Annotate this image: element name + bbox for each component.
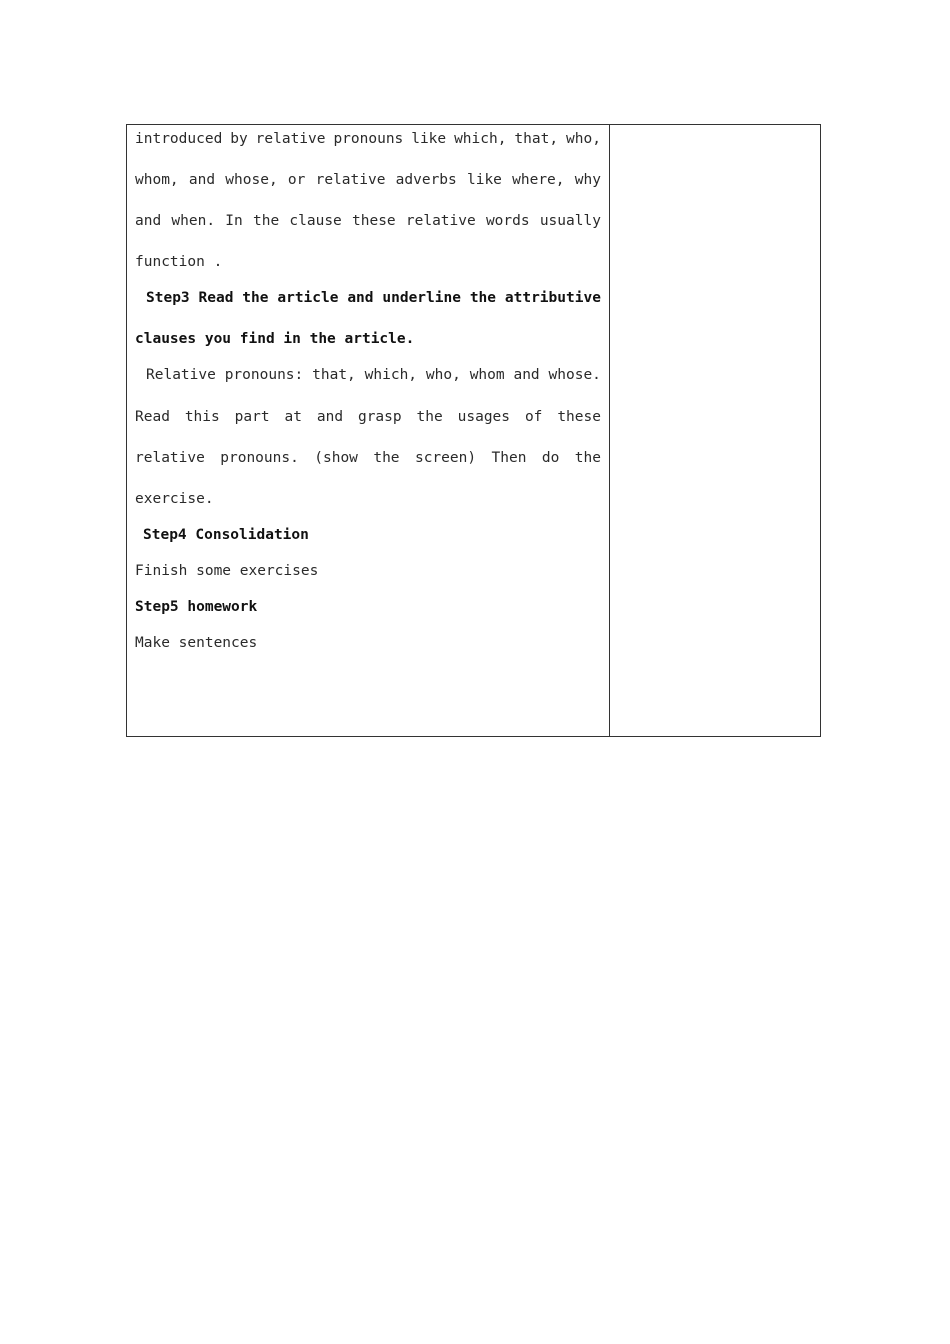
word: whom, [135, 172, 179, 188]
text-line [135, 211, 601, 231]
word: of [524, 409, 543, 425]
word: relative [135, 450, 205, 466]
word: at [284, 409, 302, 425]
word: that, [312, 367, 356, 383]
text-line [135, 170, 601, 190]
word: whose. [548, 367, 601, 383]
text-line [135, 365, 601, 385]
word: by [230, 131, 248, 147]
word: part [234, 409, 270, 425]
word: which, [364, 367, 418, 383]
word: underline [382, 290, 461, 306]
word: or [287, 172, 306, 188]
word: do [541, 450, 560, 466]
word: relative [255, 131, 326, 147]
notes-cell [610, 125, 820, 736]
word: and [188, 172, 216, 188]
word: the [242, 290, 269, 306]
word: this [184, 409, 220, 425]
word: words [485, 213, 530, 229]
word: attributive [504, 290, 601, 306]
word: who, [425, 367, 461, 383]
word: where, [512, 172, 565, 188]
text-line: Make sentences [135, 635, 258, 651]
word: relative [405, 213, 476, 229]
word: why [574, 172, 601, 188]
word: the [416, 409, 443, 425]
word: clause [289, 213, 342, 229]
word: which, [454, 131, 507, 147]
word: Then [491, 450, 527, 466]
word: that, [514, 131, 559, 147]
text-line: exercise. [135, 491, 214, 507]
word: the [469, 290, 497, 306]
text-line: Finish some exercises [135, 563, 319, 579]
word: pronouns. [220, 450, 299, 466]
word: these [352, 213, 396, 229]
word: article [277, 290, 339, 306]
word: pronouns: [224, 367, 304, 383]
word: Read [135, 409, 170, 425]
word: whose, [225, 172, 278, 188]
step-heading-line: clauses you find in the article. [135, 331, 415, 347]
word: Relative [146, 367, 216, 383]
step-heading-line: Step4 Consolidation [143, 527, 309, 543]
word: Step3 [146, 290, 190, 306]
word: like [411, 131, 447, 147]
step-heading-line: Step5 homework [135, 599, 258, 615]
word: and [513, 367, 540, 383]
word: relative [315, 172, 386, 188]
lesson-table [126, 124, 821, 737]
word: when. [171, 213, 216, 229]
text-line: function . [135, 254, 223, 270]
word: the [574, 450, 601, 466]
word: who, [566, 131, 601, 147]
text-line [135, 129, 601, 149]
word: usually [539, 213, 601, 229]
word: whom [469, 367, 505, 383]
word: usages [457, 409, 511, 425]
text-line [135, 448, 601, 468]
word: and [347, 290, 374, 306]
word: In [225, 213, 243, 229]
word: Read [198, 290, 234, 306]
word: screen) [414, 450, 477, 466]
word: and [316, 409, 344, 425]
word: introduced [135, 131, 223, 147]
text-line [135, 407, 601, 427]
word: like [466, 172, 502, 188]
step-heading-line [135, 288, 601, 308]
word: the [252, 213, 280, 229]
word: adverbs [395, 172, 457, 188]
word: and [135, 213, 162, 229]
word: (show [314, 450, 358, 466]
word: the [373, 450, 400, 466]
word: pronouns [333, 131, 404, 147]
word: these [557, 409, 601, 425]
word: grasp [357, 409, 402, 425]
